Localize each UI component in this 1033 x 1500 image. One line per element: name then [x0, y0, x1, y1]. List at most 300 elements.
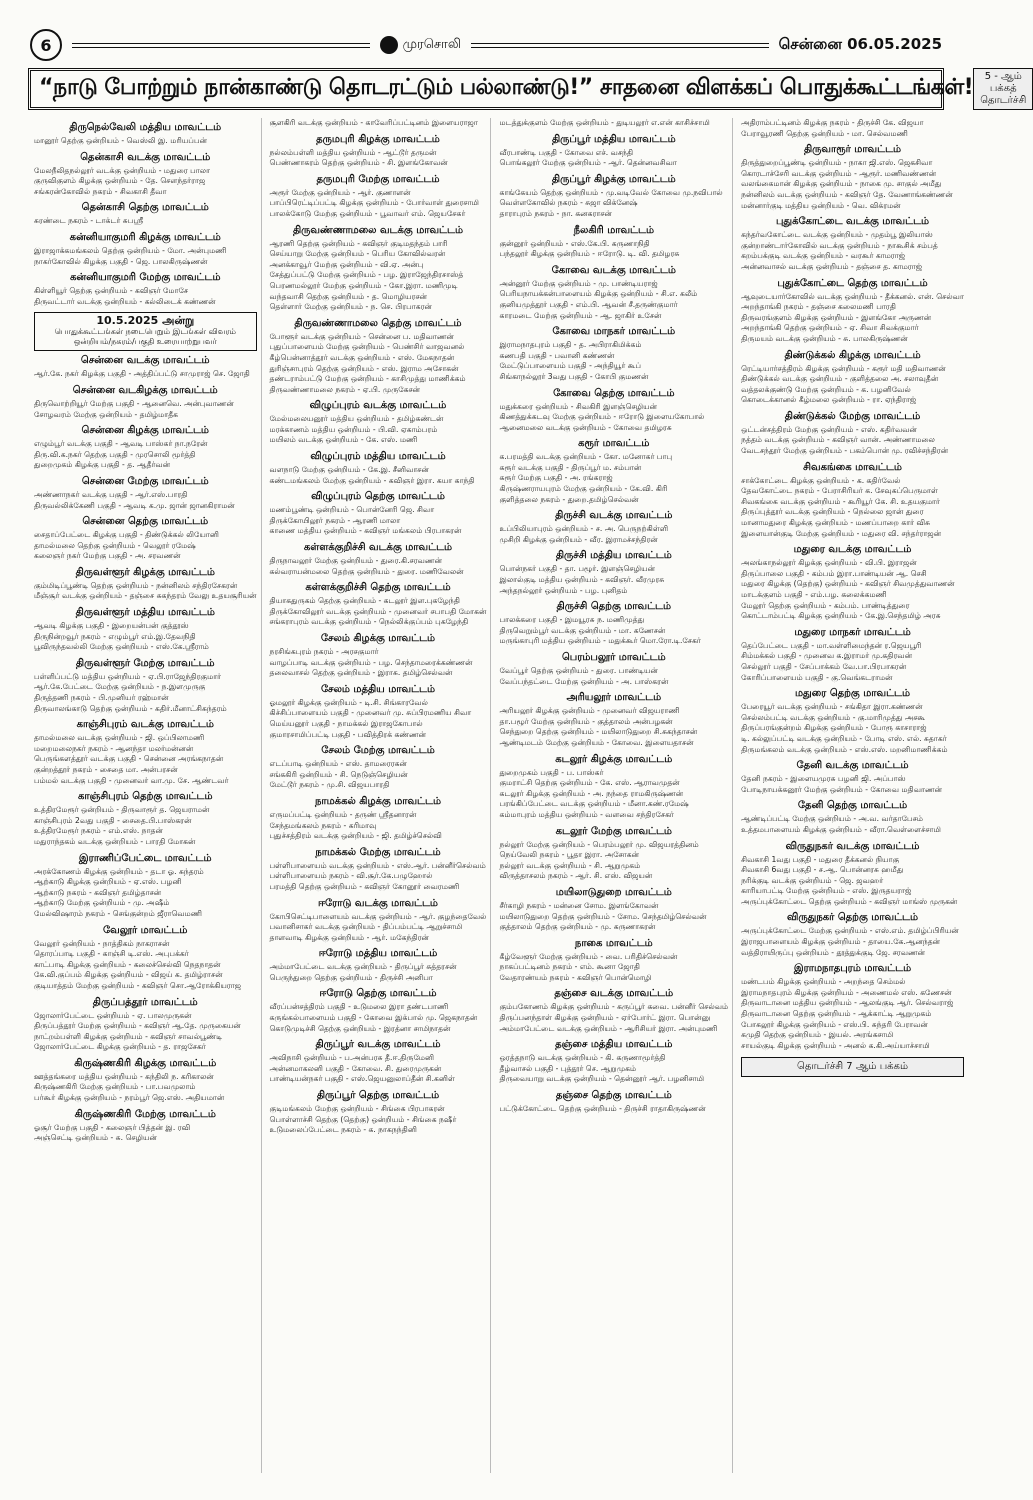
speaker-entry: தேவகோட்டை நகரம் - பேராசிரியர் க. சேவுகப்பெருமாள் — [741, 486, 938, 496]
district-section — [34, 853, 257, 920]
district-section — [499, 550, 728, 596]
speaker-entry: செல்லம்பட்டி வடக்கு ஒன்றியம் - கு.மாரிமுத்து அசகூ — [741, 712, 926, 722]
district-heading: திருவாரூர் மாவட்டம் — [803, 144, 902, 156]
speaker-entry: திருவாடானை மத்திய ஒன்றியம் - ஆலங்குடி ஆர். செல்வராஜ் — [741, 998, 954, 1008]
speaker-entry: நல்லூர் மேற்கு ஒன்றியம் - பெரம்பலூர் மு. விஜயரத்தினம் — [499, 839, 699, 849]
speaker-entry: ஆனைமலை வடக்கு ஒன்றியம் - கோவை தமிழரசு — [499, 422, 672, 432]
speaker-entry: குன்றத்தூர் நகரம் - சைதை மா. அன்பரசன் — [34, 765, 178, 774]
speaker-entry: தியாகதுருகம் தெற்கு ஒன்றியம் - கடலூர் இள.புகழேந்தி — [269, 596, 461, 606]
district-section — [34, 925, 257, 992]
speaker-entry: குத்தாலம் தெற்கு ஒன்றியம் - மு. கருணாகரன் — [499, 922, 656, 932]
speaker-entry: சிவகாசி 1வது பகுதி - மதுரை தீக்கனல் நியாகு — [741, 854, 900, 864]
district-section — [741, 841, 964, 908]
district-heading: கோவை தெற்கு மாவட்டம் — [553, 387, 675, 399]
district-section — [499, 174, 728, 220]
speaker-entry: சாக்கோட்டை கிழக்கு ஒன்றியம் - க. கதிர்வேல் — [741, 475, 901, 485]
speaker-entry: தெள்ளார் மேற்கு ஒன்றியம் - ந. செ. பிரபாகரன் — [269, 302, 432, 312]
district-heading: ஈரோடு மத்திய மாவட்டம் — [318, 948, 438, 960]
district-heading: இராணிப்பேட்டை மாவட்டம் — [78, 852, 212, 864]
district-heading: ஈரோடு வடக்கு மாவட்டம் — [317, 897, 438, 909]
speaker-entry: உத்திரமேரூர் நகரம் - எம்.எஸ். நாதன் — [34, 826, 163, 836]
district-heading: தஞ்சை வடக்கு மாவட்டம் — [554, 988, 674, 1000]
speaker-entry: அறந்தாங்கி தெற்கு ஒன்றியம் - ஏ. சிவா சிவக்குமார் — [741, 323, 919, 333]
speaker-entry: மானாமதுரை கிழக்கு ஒன்றியம் - மணப்பாறை கார் விசு — [741, 518, 931, 528]
speaker-entry: திருவாடானை தெற்கு ஒன்றியம் - ஆக்காட்டி ஆறுமுகம் — [741, 1009, 932, 1019]
speaker-entry: திருவல்லிக்கேணி பகுதி - ஆவடி க.மு. ஜான் ஜானகிராமன் — [34, 500, 235, 510]
speaker-entry: செந்துறை தெற்கு ஒன்றியம் - மயிலாடுதுறை சி.சுகந்தாசன் — [499, 727, 698, 737]
speaker-entry: அறந்தாங்கி நகரம் - தஞ்சை கலைமணி பாரதி — [741, 302, 896, 312]
speaker-entry: சோழவரம் மேற்கு ஒன்றியம் - தமிழ்மாதீக — [34, 409, 179, 419]
speaker-entry: பெரியநாயக்கன்பாளையம் கிழக்கு ஒன்றியம் - சி.எ. கலீம் — [499, 289, 698, 299]
speaker-entry: அனக்காவூர் மேற்கு ஒன்றியம் - வி.ஏ. அன்பு — [269, 259, 424, 269]
notice-date: 10.5.2025 அன்று — [96, 314, 195, 328]
speaker-entry: கம்மாபுரம் மத்திய ஒன்றியம் - வளவை சந்திரசேகர் — [499, 809, 674, 819]
speaker-entry: மன்னார்குடி மத்திய ஒன்றியம் - வெ. விக்ரமன் — [741, 200, 901, 210]
speaker-entry: அரக்கோணம் கிழக்கு ஒன்றியம் - தடா ஓ. சுந்தரம் — [34, 866, 204, 876]
speaker-entry: சங்கராபுரம் வடக்கு ஒன்றியம் - நெல்லிக்குப்பம் புகழேந்தி — [269, 617, 469, 627]
speaker-entry: குமாரசாமிப்பட்டி பகுதி - பவித்திரக் கண்ணன் — [269, 729, 427, 739]
district-section — [499, 510, 728, 545]
district-heading: சேலம் மத்திய மாவட்டம் — [320, 683, 436, 695]
speaker-entry: பாலக்கரை பகுதி - இமயூரசு ந. மணிமுத்து — [499, 615, 645, 625]
speaker-entry: பொள்ளாச்சி தெற்கு (தெற்கு) ஒன்றியம் - சிங்கை நஷீர் — [269, 1114, 457, 1124]
speaker-entry: திருப்பாலை பகுதி - கம்பம் இரா.பாண்டியன் ஆ. செசி — [741, 568, 927, 578]
speaker-entry: திருவொற்றியூர் மேற்கு பகுதி - ஆனைவெ. அன்புவாணன் — [34, 398, 234, 408]
speaker-entry: திருக்கோயிலூர் நகரம் - ஆரணி மாலா — [269, 515, 401, 525]
district-heading: கிருஷ்ணகிரி மேற்கு மாவட்டம் — [74, 1108, 216, 1120]
district-section — [270, 796, 487, 842]
district-section — [34, 791, 257, 847]
brand-name: முரசொலி — [402, 37, 462, 52]
continued-on-page-box: தொடர்ச்சி 7 ஆம் பக்கம் — [741, 1057, 964, 1077]
district-section — [741, 278, 964, 345]
district-heading: காஞ்சிபுரம் தெற்கு மாவட்டம் — [77, 791, 213, 803]
district-heading: திண்டுக்கல் மேற்கு மாவட்டம் — [784, 410, 921, 422]
district-heading: திருவண்ணாமலை வடக்கு மாவட்டம் — [292, 224, 464, 236]
speaker-entry: ஆண்டிப்பட்டி மேற்கு ஒன்றியம் - அ.வ. வர்தாபேசம் — [741, 814, 923, 824]
district-heading: தென்காசி வடக்கு மாவட்டம் — [80, 151, 211, 163]
district-section — [270, 225, 487, 313]
speaker-entry: தாராபுரம் நகரம் - நா. கனகராசன் — [499, 208, 612, 218]
brand — [380, 36, 462, 54]
speaker-entry: மண்டபம் கிழக்கு ஒன்றியம் - அறந்தை செம்மல் — [741, 977, 906, 987]
district-heading: ஈரோடு தெற்கு மாவட்டம் — [319, 988, 437, 1000]
speaker-entry: ஆரணி தெற்கு ஒன்றியம் - கவிஞர் குடிமதந்தம் பாரி — [269, 238, 448, 248]
speaker-entry: அருப்புக்கோட்டை தெற்கு ஒன்றியம் - கவிஞர் மாங்ஸ் முருகன் — [741, 896, 958, 906]
speaker-entry: கடலூர் கிழக்கு ஒன்றியம் - அ. நந்தை ராமகிருஷ்ணன் — [499, 788, 684, 798]
district-heading: சென்னை வடக்கு மாவட்டம் — [80, 355, 210, 367]
district-section — [741, 350, 964, 406]
speaker-entry: கரூர் வடக்கு பகுதி - திருப்பூர் ம. சம்பான் — [499, 462, 642, 472]
speaker-entry: திண்டுக்கல் வடக்கு ஒன்றியம் - குளித்தலை அ. சலாவுதீன் — [741, 374, 939, 384]
district-section — [34, 567, 257, 602]
district-heading: திருவண்ணாமலை தெற்கு மாவட்டம் — [294, 317, 462, 329]
district-heading: திருச்சி மத்திய மாவட்டம் — [555, 550, 672, 562]
column-4 — [741, 118, 968, 1473]
district-heading: நாமக்கல் மேற்கு மாவட்டம் — [315, 846, 441, 858]
speaker-entry: நன்னிலம் வடக்கு ஒன்றியம் - கவிஞர் தே. வேணாங்கண்ணன் — [741, 189, 953, 199]
speaker-entry: துறைமுகம் பகுதி - ப. பாஸ்கர் — [499, 767, 604, 777]
district-section — [741, 800, 964, 835]
district-heading: கடலூர் மேற்கு மாவட்டம் — [555, 825, 672, 837]
speaker-entry: பரமத்தி தெற்கு ஒன்றியம் - கவிஞர் கோனூர் வைரமணி — [269, 881, 460, 891]
speaker-entry: வாழப்பாடி வடக்கு ஒன்றியம் - பழ. செந்தாமரைக்கண்ணன் — [269, 657, 473, 667]
speaker-entry: பர்கூர் கிழக்கு ஒன்றியம் - நரம்பூர் ஜெ.எஸ். அதியமான் — [34, 1093, 225, 1103]
speaker-entry: திருவையாறு வடக்கு ஒன்றியம் - தென்னூர் ஆர். பழனிசாமி — [499, 1074, 705, 1084]
page-number: 6 — [30, 29, 62, 61]
speaker-entry: இராஜபாளையம் கிழக்கு ஒன்றியம் - தாயை.கே.ஆனந்தன் — [741, 937, 941, 947]
masthead — [30, 30, 942, 60]
speaker-entry: மருங்காபுரி மத்திய ஒன்றியம் - மதுக்கூர் மொ.ரோ.டி.சேகர் — [499, 636, 701, 646]
district-section — [34, 607, 257, 653]
district-heading: பெரம்பலூர் மாவட்டம் — [561, 652, 666, 663]
speaker-entry: போடிநாயக்கனூர் மேற்கு ஒன்றியம் - கோவை மதிவாணன் — [741, 784, 943, 794]
speaker-entry: வேலூர் ஒன்றியம் - நாத்திகம் நாகராசன் — [34, 938, 170, 948]
district-section — [499, 1039, 728, 1085]
speaker-entry: புதுச்சத்திரம் வடக்கு ஒன்றியம் - ஜி. தமிழ்ச்செல்வி — [269, 831, 442, 841]
speaker-entry: கொடைக்கானல் கீழ்மலை ஒன்றியம் - ரா. ஏந்திராஜ் — [741, 395, 917, 405]
speaker-entry: அரூர் மேற்கு ஒன்றியம் - ஆர். குணாளன் — [269, 187, 411, 197]
speaker-entry: பம்மல் வடக்கு பகுதி - முனைவர் வா.மு. சே. ஆண்டவர் — [34, 775, 229, 785]
speaker-entry: பரங்கிப்பேட்டை வடக்கு ஒன்றியம் - மீனா.கண்.ரமேஷ் — [499, 799, 689, 809]
district-section — [499, 754, 728, 821]
speaker-entry: போகலூர் கிழக்கு ஒன்றியம் - எஸ்.பி. சுந்தரி பேராவன் — [741, 1019, 928, 1029]
speaker-entry: சிவகங்கை வடக்கு ஒன்றியம் - கூரியூர் கே. சி. உதயகுமார் — [741, 496, 940, 506]
speaker-entry: திருப்பத்தூர் மேற்கு ஒன்றியம் - கவிஞர் ஆ.தே. முருகையன் — [34, 1021, 241, 1031]
district-section — [34, 272, 257, 307]
speaker-entry: இராமநாதபுரம் பகுதி - த. அபிராகிமிக்கம் — [499, 340, 642, 350]
speaker-entry: மேட்டுப்பாளையம் பகுதி - அந்தியூர் கூப் — [499, 361, 641, 371]
district-section — [270, 988, 487, 1034]
speaker-entry: அன்னவாசல் வடக்கு ஒன்றியம் - தஞ்சை த. காமராஜ் — [741, 261, 923, 271]
district-section — [270, 633, 487, 679]
district-heading: தருமபுரி மேற்கு மாவட்டம் — [316, 173, 440, 185]
speaker-entry: கண்டமங்கலம் மேற்கு ஒன்றியம் - கவிஞர் இரா. கயா காந்தி — [269, 475, 475, 485]
district-section — [499, 826, 728, 882]
speaker-entry: கோரிப்பாளையம் பகுதி - கு.வெங்கடராமன் — [741, 672, 893, 682]
district-section — [270, 400, 487, 446]
speaker-entry: கோபிசெட்டிபாளையம் வடக்கு ஒன்றியம் - ஆர். குழந்தைவேல் — [269, 911, 487, 921]
speaker-entry: திரு.வி.க.நகர் தெற்கு பகுதி - முரசொலி மூர்த்தி — [34, 449, 196, 459]
speaker-entry: திருக்கோவிலூர் வடக்கு ஒன்றியம் - முனைவர் சபாபதி மோகன் — [269, 606, 487, 616]
speaker-entry: நெய்வேலி நகரம் - பூதா இரா. அசோகன் — [499, 850, 639, 860]
speaker-entry: கணபதி பகுதி - பவானி கண்ணன் — [499, 350, 615, 360]
speaker-entry: மணம்பூண்டி ஒன்றியம் - பொன்னேரி ஜெ. சிவா — [269, 505, 435, 515]
district-section — [34, 202, 257, 227]
district-heading: கரூர் மாவட்டம் — [578, 438, 650, 450]
speaker-entry: திருமங்கலம் வடக்கு ஒன்றியம் - எஸ்.எஸ். மறனிமாணிக்கம் — [741, 744, 948, 754]
district-section — [499, 438, 728, 505]
masthead-rule-left — [72, 43, 370, 48]
district-heading: மதுரை தெற்கு மாவட்டம் — [795, 688, 911, 700]
speaker-entry: கொடுமுடிச்சி தெற்கு ஒன்றியம் - இரத்னா சாமிநாதன் — [269, 1023, 451, 1033]
speaker-entry: நத்தம் வடக்கு ஒன்றியம் - கவிஞர் வான். அண்ணாமலை — [741, 435, 935, 445]
speaker-entry: குடிமங்கலம் மேற்கு ஒன்றியம் - சிங்கை பிரபாகரன் — [269, 1104, 445, 1114]
speaker-entry: மேலூர் தெற்கு ஒன்றியம் - கம்பம். பாண்டித்துரை — [741, 600, 910, 610]
district-heading: திருவள்ளூர் மத்திய மாவட்டம் — [75, 607, 215, 619]
speaker-entry: ஜோலார்பேட்டை கிழக்கு ஒன்றியம் - த. ராஜசேகர் — [34, 1042, 206, 1052]
speaker-entry: கமுதி தெற்கு ஒன்றியம் - இயல். அரங்கசாமி — [741, 1030, 894, 1040]
district-heading: சென்னை தெற்கு மாவட்டம் — [82, 516, 209, 528]
speaker-entry: பேராவூரணி தெற்கு ஒன்றியம் - மா. செல்வமணி — [741, 128, 908, 138]
district-heading: திண்டுக்கல் கிழக்கு மாவட்டம் — [784, 349, 921, 361]
speaker-entry: நாகர்கோவில் கிழக்கு பகுதி - ஜெ. பாலகிருஷ்ணன் — [34, 256, 208, 266]
speaker-entry: அந்தநல்லூர் ஒன்றியம் - பழ. புனிதம் — [499, 585, 628, 595]
district-heading: கன்னியாகுமரி கிழக்கு மாவட்டம் — [69, 231, 221, 243]
speaker-entry: பாண்டியன்நகர் பகுதி - எஸ்.ஜெயனுலாப்தீன் சி.கனிள் — [269, 1074, 455, 1084]
speaker-entry: விருத்தாசலம் நகரம் - ஆர். சி. எஸ். விஜயன் — [499, 871, 653, 881]
district-heading: நாகை மாவட்டம் — [574, 937, 653, 949]
speaker-entry: வத்திராயிருப்பு ஒன்றியம் - தூத்துக்குடி ஜே. சரவணன் — [741, 947, 925, 957]
district-section — [270, 847, 487, 893]
speaker-entry: கிருஷ்ணராயபுரம் மேற்கு ஒன்றியம் - கே.வி. கிரி — [499, 484, 668, 494]
district-section — [34, 122, 257, 147]
speaker-entry: தொரப்பாடி பகுதி - காஞ்சி டி.எஸ். அபுபக்கர் — [34, 949, 189, 959]
district-heading: திருவள்ளூர் மேற்கு மாவட்டம் — [75, 657, 215, 669]
district-section — [741, 912, 964, 958]
district-heading: திருவள்ளூர் கிழக்கு மாவட்டம் — [75, 566, 215, 578]
district-heading: விருதுநகர் வடக்கு மாவட்டம் — [785, 840, 920, 852]
district-heading: விழுப்புரம் வடக்கு மாவட்டம் — [309, 400, 447, 412]
speaker-entry: பெருந்துறை தெற்கு ஒன்றியம் - திருச்சி அனிபா — [269, 972, 433, 982]
speaker-entry: கந்தர்வகோட்டை வடக்கு ஒன்றியம் - முதம்பூ இலியாஸ் — [741, 230, 933, 240]
speaker-entry: தண்டராம்பட்டு மேற்கு ஒன்றியம் - காசிமுத்து மாணிக்கம் — [269, 374, 466, 384]
speaker-entry: மாடக்குளம் பகுதி - எம்.பழ. கலைக்கமணி — [741, 590, 887, 599]
speaker-entry: பெண்ணாகரம் தெற்கு ஒன்றியம் - சி. இளங்கோவன் — [269, 158, 448, 168]
speaker-entry: திருவாலங்காடு தெற்கு ஒன்றியம் - கதிர்.மீனாட்சிசுந்தரம் — [34, 703, 227, 713]
district-heading: தென்காசி தெற்கு மாவட்டம் — [81, 202, 209, 214]
speaker-entry: சங்ககிரி ஒன்றியம் - சி. நெடுஞ்செழியன் — [269, 769, 408, 779]
district-heading: புதுக்கோட்டை தெற்கு மாவட்டம் — [777, 277, 928, 289]
speaker-entry: க.பரமத்தி வடக்கு ஒன்றியம் - கோ. மனோகர் பாபு — [499, 452, 673, 462]
speaker-entry: பெருங்களத்தூர் வடக்கு பகுதி - சென்னை அரங்கநாதன் — [34, 754, 224, 764]
district-section — [499, 265, 728, 321]
speaker-entry: திருப்புத்தூர் வடக்கு ஒன்றியம் - நெல்லை ஜான் துரை — [741, 507, 924, 517]
district-section — [270, 451, 487, 486]
notice-line2: ஒன்றியம்/நகரம்/பகுதி உரையாற்றுபவர் — [73, 337, 217, 347]
speaker-entry: நரசிங்கபுரம் நகரம் - அரசகுமார் — [269, 647, 379, 656]
district-section — [270, 948, 487, 983]
district-heading: திருப்பத்தூர் மாவட்டம் — [92, 996, 198, 1008]
speaker-entry: குன்னூர் ஒன்றியம் - எஸ்.கே.பி. கருணாநிதி — [499, 238, 650, 248]
district-section — [34, 152, 257, 198]
speaker-entry: அவிநாசி ஒன்றியம் - ப.அன்பரசு தீ.ஈ.திருமேனி — [269, 1053, 435, 1063]
speaker-entry: ஆண்டிமடம் மேற்கு ஒன்றியம் - கோவை. இளையதாசன் — [499, 737, 694, 747]
district-heading: காஞ்சிபுரம் வடக்கு மாவட்டம் — [76, 719, 214, 731]
speaker-entry: புதுப்பாளையம் மேற்கு ஒன்றியம் - பெண்சிர் வாஜவனல் — [269, 342, 465, 352]
speaker-entry: தெப்பேட்டை பகுதி - மா.வள்ளிமைந்தன் ர.ஜெயபூரி — [741, 640, 922, 650]
district-heading: விழுப்புரம் தெற்கு மாவட்டம் — [311, 491, 445, 503]
meeting-notice-box — [34, 312, 257, 351]
district-section — [499, 1090, 728, 1115]
speaker-entry: கீழ்வேளூர் மேற்கு ஒன்றியம் - வை. பரிதிச்செல்வன் — [499, 951, 678, 961]
continuation-box — [973, 68, 1033, 110]
speaker-entry: மயிலம் வடக்கு ஒன்றியம் - கே. எஸ். மணி — [269, 435, 418, 445]
speaker-entry: காட்பாடி கிழக்கு ஒன்றியம் - கலைச்செல்வி நெதநாதன் — [34, 959, 221, 969]
speaker-entry: சாயல்குடி கிழக்கு ஒன்றியம் - அனல் க.கி.அய்யாச்சாமி — [741, 1040, 930, 1050]
speaker-entry: அலங்காநல்லூர் கிழக்கு ஒன்றியம் - வி.பி. இராஜன் — [741, 558, 917, 568]
district-heading: கள்ளக்குறிச்சி வடக்கு மாவட்டம் — [303, 542, 453, 554]
district-section — [499, 134, 728, 169]
speaker-entry: பாலக்கோடு மேற்கு ஒன்றியம் - பூவாவர் எம். ஜெயசேகர் — [269, 208, 466, 218]
district-section — [270, 684, 487, 740]
district-heading: விருதுநகர் தெற்கு மாவட்டம் — [787, 912, 919, 924]
speaker-entry: அன்னூர் மேற்கு ஒன்றியம் - மு. பாண்டியராஜ் — [499, 278, 658, 288]
district-section — [270, 582, 487, 628]
district-heading: மதுரை மாநகர் மாவட்டம் — [794, 626, 911, 638]
speaker-entry: குடியாத்தம் மேற்கு ஒன்றியம் - கவிஞர் சொ.ஆரோக்கியராஜ — [34, 980, 242, 990]
speaker-entry: திருநாவலூர் மேற்கு ஒன்றியம் - துரை.கி.சரவணன் — [269, 556, 442, 566]
speaker-entry: தாளவாடி கிழக்கு ஒன்றியம் - ஆர். மகேந்திரன் — [269, 932, 429, 942]
dateline: சென்னை 06.05.2025 — [778, 35, 943, 53]
column-3 — [499, 118, 733, 1473]
district-section — [499, 601, 728, 647]
speaker-entry: ஆர்.கே. நகர் கிழக்கு பகுதி - அத்திப்பட்டு சாமுராஜ் செ. ஜோதி — [34, 369, 250, 379]
speaker-entry: திருப்பனந்தாள் கிழக்கு ஒன்றியம் - ஏர்போர்ட் இரா. பொன்னு — [499, 1013, 711, 1023]
speaker-entry: சைதாப்பேட்டை கிழக்கு பகுதி - திண்டுக்கல் லியோனி — [34, 530, 219, 540]
speaker-entry: மீஞ்சூர் வடக்கு ஒன்றியம் - தஞ்சை சுகந்தரம் வேலு உதயசூரியன் — [34, 591, 257, 601]
speaker-entry: மயிலாடுதுறை தெற்கு ஒன்றியம் - சோம. செந்தமிழ்செல்வன் — [499, 911, 707, 921]
district-section — [34, 719, 257, 786]
speaker-entry: சிங்காநல்லூர் 3வது பகுதி - கோபி குமணன் — [499, 371, 649, 381]
speaker-entry: தாமல்மலை வடக்கு ஒன்றியம் - ஜி. ஒப்பிலாமணி — [34, 733, 205, 743]
district-section — [34, 516, 257, 562]
district-heading: சென்னை வடகிழக்கு மாவட்டம் — [72, 384, 218, 396]
speaker-entry: பொன்நகர் பகுதி - தா. பழூர். இளஞ்செழியன் — [499, 564, 655, 574]
speaker-entry: காரியாபட்டி மேற்கு ஒன்றியம் - எஸ். இருதயராஜ் — [741, 886, 912, 896]
speaker-entry: குளித்தலை நகரம் - துறை.தமிழ்செல்வன் — [499, 494, 639, 504]
district-section — [499, 118, 728, 129]
speaker-entry: பெரணமல்லூர் மேற்கு ஒன்றியம் - கோ.இரா. மணிமுடி — [269, 280, 458, 290]
district-section — [741, 411, 964, 457]
masthead-rule-right — [471, 43, 769, 48]
speaker-entry: இராமநாதபுரம் கிழக்கு ஒன்றியம் - அணைமல் எஸ். கணேசன் — [741, 987, 952, 997]
speaker-entry: குமராட்சி தெற்கு ஒன்றியம் - கே. எஸ். ஆராவமுதன் — [499, 778, 680, 788]
continuation-line-2: தொடர்ச்சி — [980, 95, 1027, 106]
speaker-entry: ஒரத்தநாடு வடக்கு ஒன்றியம் - கி. கருணாமூர்த்தி — [499, 1053, 666, 1063]
speaker-entry: திருவண்ணாமலை நகரம் - ஏ.பி. முருகேசன் — [269, 384, 421, 394]
speaker-entry: பவானிசாகர் வடக்கு ஒன்றியம் - திப்பம்பட்டி ஆறுச்சாமி — [269, 922, 463, 932]
speaker-entry: செய்யாறு மேற்கு ஒன்றியம் - பெரிய கோவில்வரன் — [269, 249, 446, 259]
district-heading: வேலூர் மாவட்டம் — [103, 924, 188, 936]
speaker-entry: உடுமலைப்பேட்டை நகரம் - க. நாகநந்தினி — [269, 1125, 417, 1135]
speaker-entry: ஓசூர் மேற்கு பகுதி - கலைஞர் பித்தன் இ. ரவி — [34, 1122, 191, 1132]
district-heading: கடலூர் கிழக்கு மாவட்டம் — [555, 753, 673, 765]
district-section — [34, 232, 257, 267]
district-heading: தஞ்சை தெற்கு மாவட்டம் — [555, 1090, 672, 1102]
headline: “நாடு போற்றும் நான்காண்டு தொடரட்டும் பல்லாண்டு!” சாதனை விளக்கப் பொதுக்கூட்டங்கள்! — [39, 75, 974, 100]
speaker-entry: இலால்குடி மத்திய ஒன்றியம் - கவிஞர். வீரமுரசு — [499, 575, 665, 585]
speaker-entry: வீரபாண்டி பகுதி - கோவை எச். வசந்தி — [499, 147, 634, 157]
speaker-entry: குன்றாண்டார்கோவில் வடக்கு ஒன்றியம் - நாகூசிக் சம்பத் — [741, 240, 938, 250]
speaker-entry: பேரையூர் வடக்கு ஒன்றியம் - சங்கிதா இரா.கண்ணன் — [741, 702, 923, 712]
speaker-entry: அம்மாபேட்டை வடக்கு ஒன்றியம் - திருப்பூர் சுத்தரசன் — [269, 962, 457, 972]
speaker-entry: சேத்துப்பட்டு மேற்கு ஒன்றியம் - பழ. இராஜேந்திரசாஸ்த் — [269, 270, 464, 280]
speaker-entry: போளூர் வடக்கு ஒன்றியம் - சென்னை ப. மதிவாணன் — [269, 331, 454, 341]
district-heading: விழுப்புரம் மத்திய மாவட்டம் — [310, 451, 446, 463]
district-heading: திருநெல்வேலி மத்திய மாவட்டம் — [69, 122, 222, 133]
speaker-entry: காஞ்சிபுரம் 2வது பகுதி - சைதை.பி.பாஸ்கரன் — [34, 815, 192, 825]
speaker-entry: ஓமலூர் கிழக்கு ஒன்றியம் - டி.சி. சிங்காரவேல் — [269, 697, 428, 707]
district-section — [499, 388, 728, 434]
speaker-entry: அம்மாபேட்டை வடக்கு ஒன்றியம் - ஆரிசியர் இரா. அன்புமணி — [499, 1023, 718, 1033]
district-section — [270, 491, 487, 537]
district-section — [499, 887, 728, 933]
speaker-entry: ஆற்காடு மேற்கு ஒன்றியம் - மு. அஷீம் — [34, 898, 170, 908]
district-section — [270, 542, 487, 577]
district-heading: கிருஷ்ணகிரி கிழக்கு மாவட்டம் — [74, 1057, 217, 1069]
article-columns — [34, 118, 964, 1473]
district-heading: கோவை மாநகர் மாவட்டம் — [552, 326, 676, 338]
speaker-entry: சூளகிரி வடக்கு ஒன்றியம் - காவேரிப்பட்டினம் இளையராஜா — [269, 118, 478, 127]
speaker-entry: ஆவடி கிழக்கு பகுதி - இறையன்பன் குத்தூஸ் — [34, 621, 189, 631]
speaker-entry: திருவட்டார் வடக்கு ஒன்றியம் - கல்லிடைக் கண்ணன் — [34, 296, 216, 306]
district-section — [34, 385, 257, 420]
district-heading: மயிலாடுதுறை மாவட்டம் — [555, 886, 672, 898]
district-section — [741, 144, 964, 211]
speaker-entry: ஒட்டன்சத்திரம் மேற்கு ஒன்றியம் - எஸ். கதிர்வவன் — [741, 424, 917, 434]
speaker-entry: தீழ்வாசல் பகுதி - புத்தூர் செ. ஆறுமுகம் — [499, 1063, 637, 1073]
district-section — [741, 963, 964, 1051]
speaker-entry: வீரப்பன்சத்திரம் பகுதி - உடுமலை இரா தண்டபாணி — [269, 1002, 449, 1012]
district-section — [499, 326, 728, 382]
headline-banner — [28, 68, 1027, 110]
district-heading: திருச்சி தெற்கு மாவட்டம் — [556, 601, 672, 613]
speaker-entry: துரிஞ்சாபுரம் தெற்கு ஒன்றியம் - எஸ். இராம அசோகன் — [269, 363, 459, 373]
district-heading: இராமநாதபுரம் மாவட்டம் — [793, 963, 912, 975]
speaker-entry: மரக்காணம் மத்திய ஒன்றியம் - பி.வி. ஏகாம்பரம் — [269, 424, 438, 434]
speaker-entry: பள்ளிப்பட்டு மத்திய ஒன்றியம் - ஏ.பி.ராஜேந்திரகுமார் — [34, 671, 222, 681]
district-heading: சிவகங்கை மாவட்டம் — [803, 461, 902, 473]
speaker-entry: அஞ்செட்டி ஒன்றியம் - சு. செழியன் — [34, 1133, 157, 1143]
speaker-entry: வேடசந்தூர் மேற்கு ஒன்றியம் - பகம்பொன் மு. ரவிச்சந்திரன் — [741, 446, 949, 456]
speaker-entry: வலங்கைமான் கிழக்கு ஒன்றியம் - நாகை மு. சாகுல் அமீது — [741, 179, 942, 189]
speaker-entry: திருப்பரங்குன்றம் கிழக்கு ஒன்றியம் - போரூ காசாராஜ் — [741, 723, 927, 733]
speaker-entry: மெய்யனூர் பகுதி - நாமக்கல் இராஜகோபால் — [269, 718, 423, 728]
speaker-entry: உப்பிலியாபுரம் ஒன்றியம் - ச. அ. பெருநற்கிள்ளி — [499, 524, 669, 534]
district-section — [34, 1058, 257, 1104]
speaker-entry: உத்தமபாளையம் கிழக்கு ஒன்றியம் - வீரா.வெள்ளைச்சாமி — [741, 824, 941, 834]
district-heading: சேலம் கிழக்கு மாவட்டம் — [320, 633, 436, 644]
speaker-entry: வத்தலக்குண்டு மேற்கு ஒன்றியம் - க. பழனிவேல் — [741, 384, 911, 394]
speaker-entry: கிச்சிப்பாளையம் பகுதி - முனைவர் மு. சுப்பிரமணிய சிவா — [269, 708, 472, 718]
speaker-entry: மறைமலைநகர் நகரம் - ஆனந்தா மலர்மன்னன் — [34, 743, 194, 753]
speaker-entry: பாப்பிரெட்டிப்பட்டி கிழக்கு ஒன்றியம் - போர்வாள் துரைசாமி — [269, 198, 480, 208]
district-section — [34, 997, 257, 1053]
district-heading: புதுக்கோட்டை வடக்கு மாவட்டம் — [775, 216, 930, 228]
speaker-entry: கும்பகோணம் கிழக்கு ஒன்றியம் - கருப்பூர் கவை. பன்னீர் செல்வம் — [499, 1002, 729, 1012]
speaker-entry: நல்லம்பள்ளி மத்திய ஒன்றியம் - ஆட்டூர் தருமன் — [269, 147, 437, 157]
speaker-entry: மேல்மலையனூர் மத்திய ஒன்றியம் - தமிழ்கண்டன் — [269, 414, 444, 424]
speaker-entry: எடப்பாடி ஒன்றியம் - எஸ். தாமரைரகன் — [269, 759, 407, 769]
speaker-entry: பள்ளிபாளையம் நகரம் - வி.சூர்.கே.பழுஹோல் — [269, 871, 433, 881]
speaker-entry: திருவரங்குளம் கிழக்கு ஒன்றியம் - இளங்கோ அருணன் — [741, 312, 932, 322]
speaker-entry: சேந்தமங்கலம் நகரம் - கரிமாவு — [269, 820, 377, 830]
district-heading: சென்னை மேற்கு மாவட்டம் — [81, 475, 209, 487]
elephant-logo-icon — [380, 36, 398, 54]
district-section — [270, 118, 487, 129]
speaker-entry: கறம்பக்குடி வடக்கு ஒன்றியம் - வரகூர் காமராஜ் — [741, 251, 906, 261]
speaker-entry: மேட்டூர் நகரம் - மு.சி. விஜயபாரதி — [269, 780, 390, 790]
speaker-entry: பட்டுக்கோட்டை தெற்கு ஒன்றியம் - திருச்சி ராதாகிருஷ்ணன் — [499, 1104, 706, 1114]
speaker-entry: அன்னமாகலனி பகுதி - கோவை. சி. துரைமுருகன் — [269, 1063, 442, 1073]
district-heading: திருப்பூர் வடக்கு மாவட்டம் — [315, 1039, 441, 1051]
speaker-entry: காங்கேயம் தெற்கு ஒன்றியம் - மு.வடிவேல் கோவை மு.நவிபால் — [499, 187, 723, 197]
district-section — [499, 988, 728, 1034]
district-section — [34, 658, 257, 714]
speaker-entry: இளையான்குடி மேற்கு ஒன்றியம் - மதுரை வி. சந்தர்ராஜன் — [741, 528, 942, 538]
speaker-entry: பள்ளிபாளையம் வடக்கு ஒன்றியம் - எஸ்.ஆர். பன்னீர்செல்வம் — [269, 860, 486, 870]
